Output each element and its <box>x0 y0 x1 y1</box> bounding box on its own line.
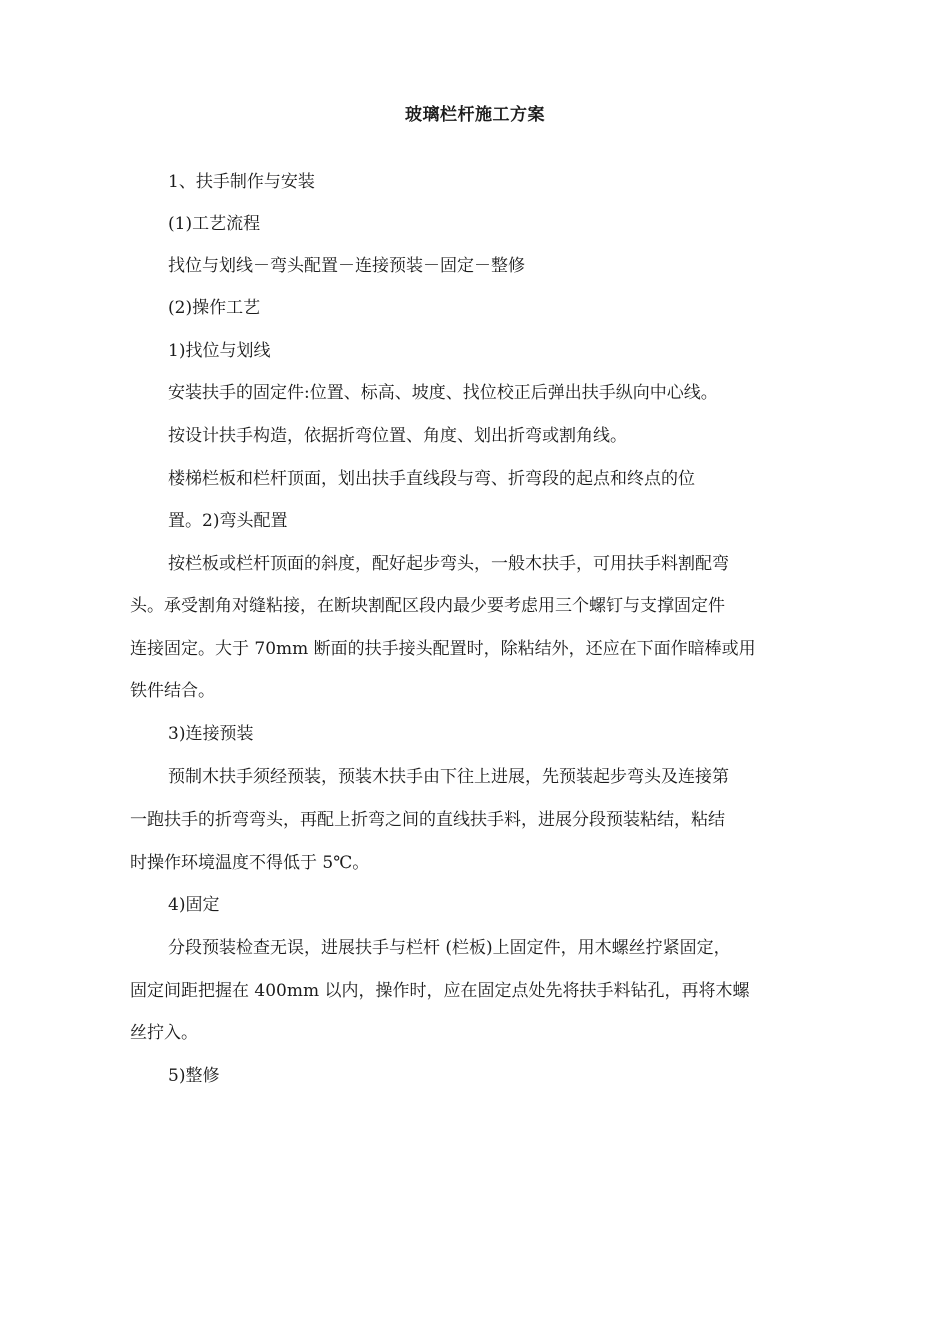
step-5-heading: 5)整修 <box>168 1066 220 1086</box>
paragraph-line: 铁件结合。 <box>130 681 215 701</box>
paragraph-line: 楼梯栏板和栏杆顶面，划出扶手直线段与弯、折弯段的起点和终点的位 <box>168 469 695 489</box>
paragraph-line: 安装扶手的固定件:位置、标高、坡度、找位校正后弹出扶手纵向中心线。 <box>168 383 718 403</box>
paragraph-line: 时操作环境温度不得低于 5℃。 <box>130 853 370 873</box>
step-4-heading: 4)固定 <box>168 895 220 915</box>
paragraph-line: 按栏板或栏杆顶面的斜度，配好起步弯头，一般木扶手，可用扶手料割配弯 <box>168 554 729 574</box>
paragraph-line: 丝拧入。 <box>130 1023 198 1043</box>
step-3-heading: 3)连接预装 <box>168 724 254 744</box>
paragraph-line: 头。承受割角对缝粘接，在断块割配区段内最少要考虑用三个螺钉与支撑固定件 <box>130 596 725 616</box>
paragraph-line: 一跑扶手的折弯弯头，再配上折弯之间的直线扶手料，进展分段预装粘结，粘结 <box>130 810 725 830</box>
document-title: 玻璃栏杆施工方案 <box>405 105 545 125</box>
subheading-process: (1)工艺流程 <box>168 214 261 234</box>
paragraph-line: 按设计扶手构造，依据折弯位置、角度、划出折弯或割角线。 <box>168 426 627 446</box>
paragraph-line: 分段预装检查无误，进展扶手与栏杆 (栏板)上固定件，用木螺丝拧紧固定， <box>168 938 731 958</box>
paragraph-line: 预制木扶手须经预装，预装木扶手由下往上进展，先预装起步弯头及连接第 <box>168 767 729 787</box>
paragraph-line: 固定间距把握在 400mm 以内，操作时，应在固定点处先将扶手料钻孔，再将木螺 <box>130 981 750 1001</box>
process-flow: 找位与划线－弯头配置－连接预装－固定－整修 <box>168 256 525 276</box>
paragraph-line: 置。2)弯头配置 <box>168 511 288 531</box>
step-1-heading: 1)找位与划线 <box>168 341 271 361</box>
subheading-operation: (2)操作工艺 <box>168 298 261 318</box>
heading-1: 1、扶手制作与安装 <box>168 172 315 192</box>
paragraph-line: 连接固定。大于 70mm 断面的扶手接头配置时，除粘结外，还应在下面作暗棒或用 <box>130 639 756 659</box>
